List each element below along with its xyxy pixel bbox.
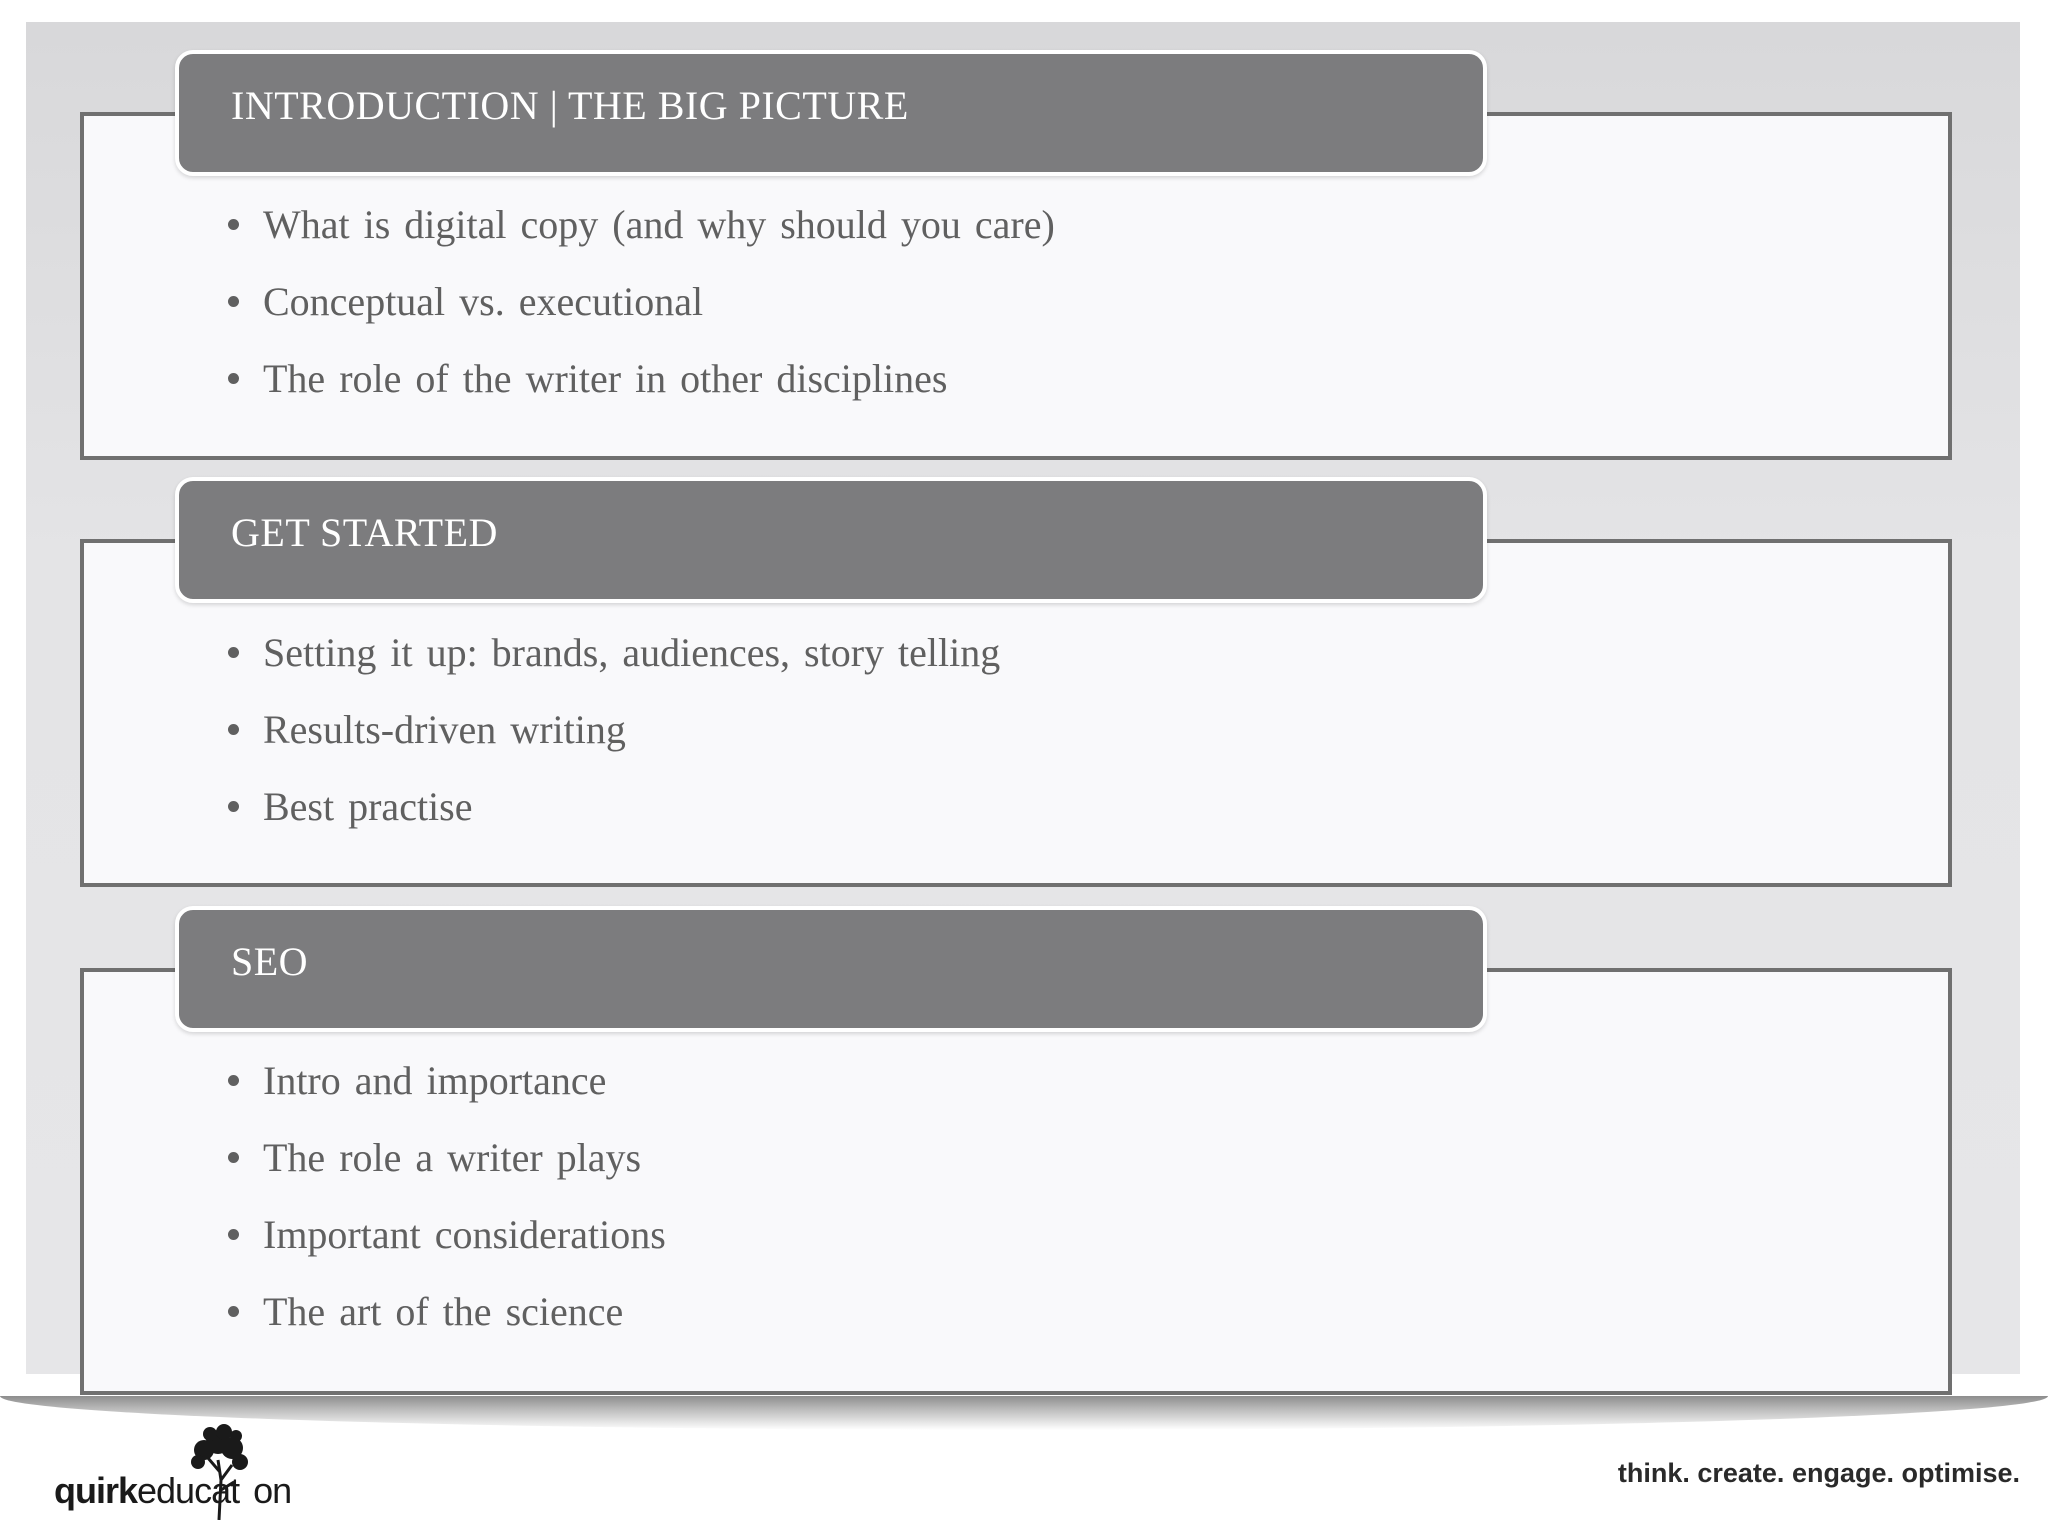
bullet-list-get-started xyxy=(228,614,1000,845)
logo-wordmark xyxy=(54,1470,291,1512)
list-item xyxy=(228,614,1000,691)
bullet-icon xyxy=(228,219,239,230)
list-item-text: The role a writer plays xyxy=(263,1135,642,1180)
list-item xyxy=(228,1196,666,1273)
list-item-text: The art of the science xyxy=(263,1289,624,1334)
bullet-icon xyxy=(228,373,239,384)
quirk-education-logo xyxy=(54,1420,292,1520)
section-title: INTRODUCTION | THE BIG PICTURE xyxy=(231,83,909,128)
bullet-list-introduction xyxy=(228,186,1055,417)
slide-bottom-shadow xyxy=(0,1396,2048,1430)
list-item-text: Intro and importance xyxy=(263,1058,607,1103)
bullet-icon xyxy=(228,1306,239,1317)
list-item xyxy=(228,186,1055,263)
list-item-text: What is digital copy (and why should you care) xyxy=(263,202,1055,247)
logo-bold-text: quirk xyxy=(54,1470,138,1511)
list-item xyxy=(228,691,1000,768)
list-item xyxy=(228,1273,666,1350)
bullet-icon xyxy=(228,1075,239,1086)
bullet-list-seo xyxy=(228,1042,666,1350)
section-title: SEO xyxy=(231,939,309,984)
list-item xyxy=(228,263,1055,340)
tagline: think. create. engage. optimise. xyxy=(1617,1458,2020,1488)
section-header-introduction xyxy=(175,50,1487,176)
bullet-icon xyxy=(228,801,239,812)
section-header-seo xyxy=(175,906,1487,1032)
list-item-text: Best practise xyxy=(263,784,473,829)
list-item xyxy=(228,1119,666,1196)
logo-end-text: on xyxy=(253,1470,292,1511)
list-item-text: Conceptual vs. executional xyxy=(263,279,704,324)
list-item-text: Setting it up: brands, audiences, story telling xyxy=(263,630,1001,675)
section-title: GET STARTED xyxy=(231,510,498,555)
logo-light-text: educat xyxy=(137,1470,240,1511)
list-item-text: Important considerations xyxy=(263,1212,666,1257)
list-item xyxy=(228,340,1055,417)
bullet-icon xyxy=(228,647,239,658)
bullet-icon xyxy=(228,1152,239,1163)
list-item-text: Results-driven writing xyxy=(263,707,626,752)
list-item-text: The role of the writer in other disciplines xyxy=(263,356,948,401)
bullet-icon xyxy=(228,724,239,735)
bullet-icon xyxy=(228,296,239,307)
list-item xyxy=(228,768,1000,845)
list-item xyxy=(228,1042,666,1119)
bullet-icon xyxy=(228,1229,239,1240)
section-header-get-started xyxy=(175,477,1487,603)
